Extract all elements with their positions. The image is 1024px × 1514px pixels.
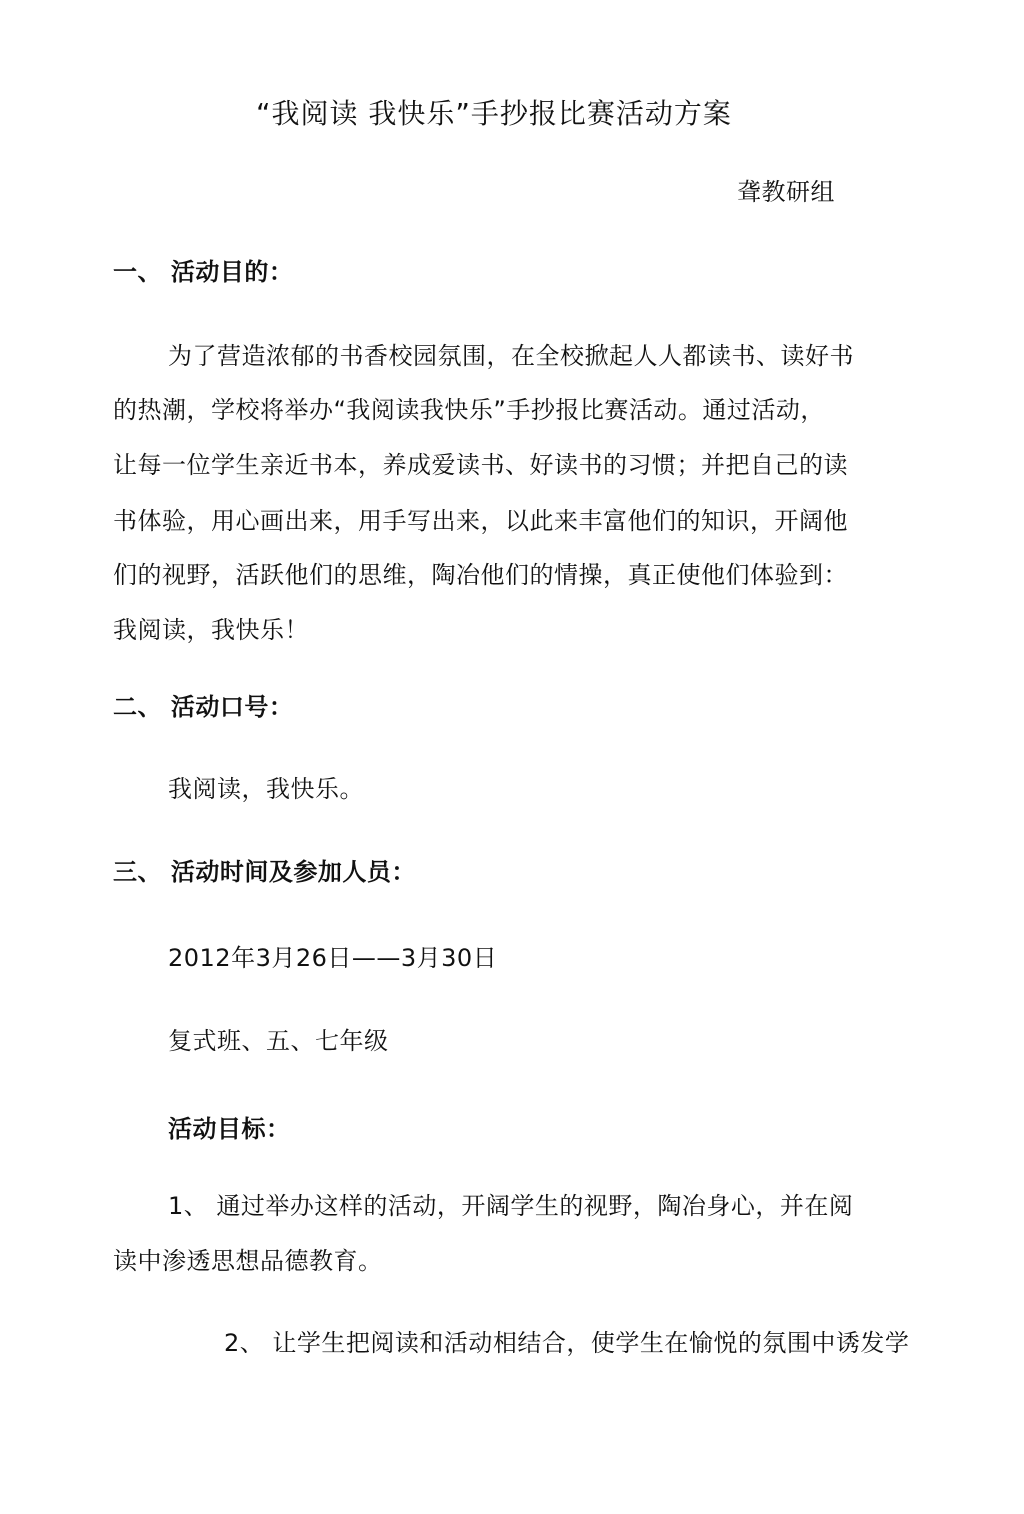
paragraph-line: 书体验，用心画出来，用手写出来，以此来丰富他们的知识，开阔他 bbox=[113, 507, 848, 535]
section-heading-slogan: 二、 活动口号： bbox=[113, 693, 294, 721]
paragraph-line: 的热潮，学校将举办“我阅读我快乐”手抄报比赛活动。通过活动， bbox=[113, 396, 825, 424]
participants: 复式班、五、七年级 bbox=[168, 1027, 389, 1055]
section-heading-time-participants: 三、 活动时间及参加人员： bbox=[113, 858, 416, 886]
paragraph-line: 我阅读，我快乐！ bbox=[113, 616, 309, 644]
author-line: 聋教研组 bbox=[737, 178, 835, 206]
document-title: “我阅读 我快乐”手抄报比赛活动方案 bbox=[256, 97, 732, 130]
activity-date: 2012年3月26日——3月30日 bbox=[168, 944, 498, 972]
paragraph-line: 让每一位学生亲近书本，养成爱读书、好读书的习惯；并把自己的读 bbox=[113, 451, 848, 479]
paragraph-line: 们的视野，活跃他们的思维，陶冶他们的情操，真正使他们体验到： bbox=[113, 561, 848, 589]
goal-item-1-line: 1、 通过举办这样的活动，开阔学生的视野，陶冶身心，并在阅 bbox=[168, 1192, 854, 1220]
goal-item-2-line: 2、 让学生把阅读和活动相结合，使学生在愉悦的氛围中诱发学 bbox=[224, 1329, 910, 1357]
goal-item-1-line: 读中渗透思想品德教育。 bbox=[113, 1247, 383, 1275]
goals-heading: 活动目标： bbox=[168, 1115, 291, 1143]
slogan-text: 我阅读，我快乐。 bbox=[168, 775, 364, 803]
section-heading-purpose: 一、 活动目的： bbox=[113, 258, 294, 286]
paragraph-line: 为了营造浓郁的书香校园氛围，在全校掀起人人都读书、读好书 bbox=[168, 342, 854, 370]
